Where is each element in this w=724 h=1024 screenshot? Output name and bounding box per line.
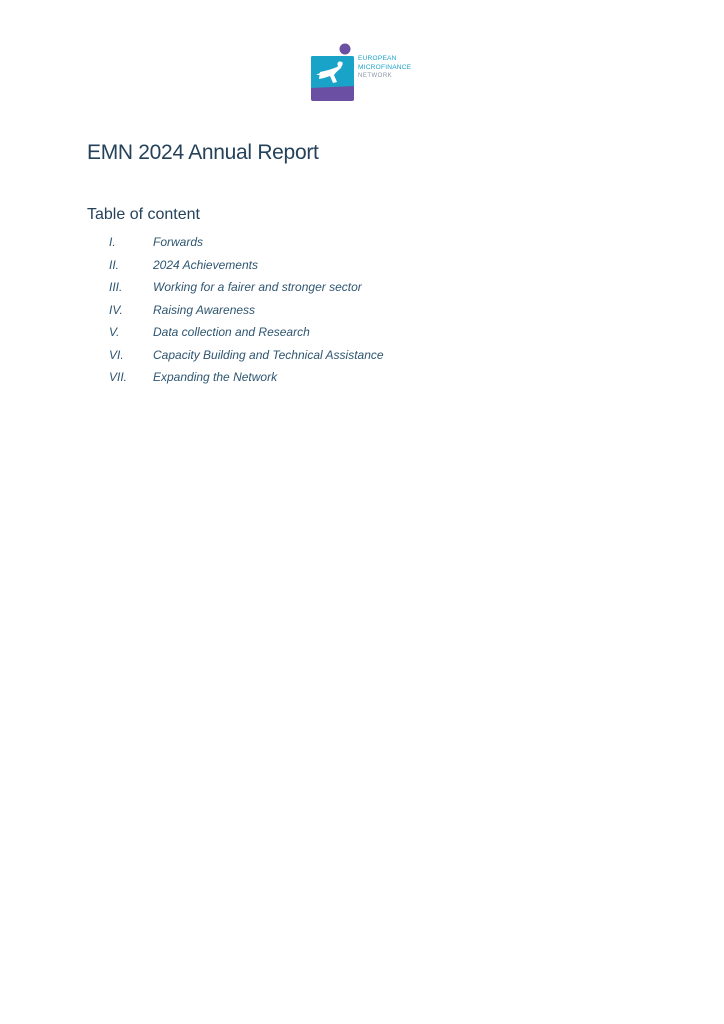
toc-item-number: II. [109,257,120,272]
toc-item-number: I. [109,235,116,249]
logo-line-network: NETWORK [358,73,393,80]
toc-item-label: 2024 Achievements [153,257,258,272]
toc-item-label: Raising Awareness [153,302,256,317]
logo-wordmark [358,55,411,81]
document-title: EMN 2024 Annual Report [87,141,319,164]
toc-item-number: IV. [109,302,123,317]
logo-line-microfinance: MICROFINANCE [358,63,412,71]
toc-item-label: Capacity Building and Technical Assistance [153,347,384,362]
toc-item-number: III. [109,280,123,294]
toc-item-label: Expanding the Network [153,370,278,384]
toc-item-number: V. [109,325,120,339]
toc-item-label: Working for a fairer and stronger sector [153,280,362,294]
toc-item-label: Data collection and Research [153,325,310,339]
toc-item-label: Forwards [153,235,204,249]
logo-line-european: EUROPEAN [358,55,397,62]
toc-item-number: VII. [109,370,128,384]
emn-logo [310,42,430,104]
emn-logo-mark-icon [310,42,356,104]
toc-item-number: VI. [109,347,124,362]
toc-heading: Table of content [87,206,200,223]
